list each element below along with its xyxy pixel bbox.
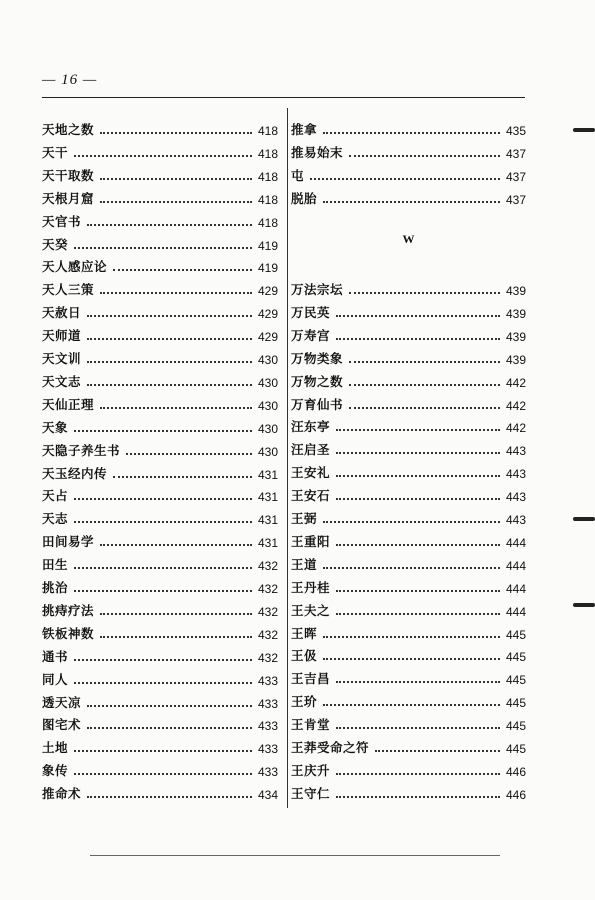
index-entry	[42, 139, 278, 161]
entry-page-number: 418	[257, 124, 278, 138]
dot-leader	[74, 498, 252, 500]
entry-term: 田生	[42, 557, 69, 573]
dot-leader	[87, 315, 252, 317]
entry-term: 王重阳	[291, 533, 331, 549]
index-entry	[291, 642, 526, 664]
index-entry	[291, 368, 526, 390]
dot-leader	[74, 750, 252, 752]
dot-leader	[100, 407, 252, 409]
entry-page-number: 419	[257, 261, 278, 276]
dot-leader	[74, 682, 252, 684]
entry-page-number: 445	[505, 742, 526, 756]
entry-term: 天干	[42, 144, 69, 160]
dot-leader	[100, 544, 252, 546]
index-entry	[42, 551, 278, 573]
entry-term: 王道	[291, 556, 318, 572]
index-entry	[291, 620, 526, 642]
entry-page-number: 443	[505, 467, 526, 482]
dot-leader	[100, 292, 252, 294]
dot-leader	[310, 178, 500, 180]
dot-leader	[100, 201, 252, 203]
entry-term: 天干取数	[42, 167, 95, 183]
entry-page-number: 444	[505, 558, 526, 573]
entry-page-number: 429	[257, 307, 278, 322]
index-entry	[291, 345, 526, 367]
dot-leader	[87, 727, 252, 729]
index-entry	[291, 711, 526, 733]
index-entry	[42, 780, 278, 802]
index-entry	[42, 368, 278, 390]
index-entry	[291, 574, 526, 596]
dot-leader	[349, 384, 500, 386]
entry-term: 天文志	[42, 373, 82, 389]
entry-term: 天文训	[42, 351, 82, 366]
index-entry	[42, 231, 278, 253]
entry-page-number: 439	[505, 352, 526, 367]
index-entry	[42, 162, 278, 184]
index-entry	[42, 505, 278, 527]
dot-leader	[336, 727, 500, 729]
entry-page-number: 437	[505, 192, 526, 207]
index-entry	[291, 276, 526, 298]
index-entry	[42, 437, 278, 459]
entry-term: 天赦日	[42, 305, 82, 321]
entry-page-number: 432	[257, 604, 278, 619]
dot-leader	[336, 452, 500, 454]
index-entry	[42, 299, 278, 321]
entry-term: 天仙正理	[42, 396, 95, 412]
index-entry	[42, 185, 278, 207]
entry-page-number: 445	[505, 673, 526, 688]
dot-leader	[336, 338, 500, 340]
entry-page-number: 442	[505, 375, 526, 390]
dot-leader	[336, 498, 500, 500]
dot-leader	[87, 384, 252, 386]
entry-term: 挑治	[42, 580, 69, 595]
section-letter: W	[402, 232, 415, 246]
entry-term: 王晖	[291, 625, 318, 641]
entry-page-number: 431	[257, 467, 278, 482]
entry-page-number: 432	[257, 627, 278, 642]
entry-term: 王莽受命之符	[291, 740, 370, 755]
entry-page-number: 419	[257, 238, 278, 253]
entry-term: 推命术	[42, 786, 82, 802]
index-entry	[42, 414, 278, 436]
entry-term: 推易始末	[291, 144, 344, 160]
index-entry	[291, 391, 526, 413]
entry-term: 天地之数	[42, 122, 95, 137]
entry-page-number: 446	[505, 764, 526, 779]
entry-page-number: 433	[257, 673, 278, 688]
index-entry	[291, 436, 526, 458]
entry-term: 天人三策	[42, 282, 95, 298]
entry-term: 万物类象	[291, 350, 344, 366]
index-entry	[291, 185, 526, 207]
entry-term: 王守仁	[291, 785, 331, 801]
index-entry	[291, 413, 526, 435]
dot-leader	[113, 269, 252, 271]
entry-term: 天师道	[42, 328, 82, 344]
entry-page-number: 418	[257, 215, 278, 230]
index-entry	[42, 666, 278, 688]
entry-term: 图宅术	[42, 717, 82, 733]
entry-term: 王夫之	[291, 602, 331, 618]
dot-leader	[336, 773, 500, 775]
dot-leader	[349, 155, 500, 157]
index-entry	[291, 299, 526, 321]
entry-page-number: 445	[505, 719, 526, 734]
index-entry	[42, 711, 278, 733]
dot-leader	[87, 705, 252, 707]
dot-leader	[74, 430, 252, 432]
entry-term: 王弼	[291, 511, 318, 526]
entry-page-number: 445	[505, 650, 526, 665]
entry-term: 汪启圣	[291, 442, 331, 458]
dot-leader	[336, 475, 500, 477]
entry-page-number: 443	[505, 444, 526, 459]
index-entry	[42, 253, 278, 275]
dot-leader	[323, 658, 500, 660]
edge-mark	[573, 517, 595, 521]
entry-page-number: 442	[505, 421, 526, 436]
page-number: — 16 —	[42, 72, 98, 88]
entry-page-number: 444	[505, 604, 526, 619]
index-entry	[291, 322, 526, 344]
index-entry	[291, 665, 526, 687]
entry-page-number: 442	[505, 398, 526, 413]
dot-leader	[336, 315, 500, 317]
dot-leader	[375, 750, 500, 752]
entry-term: 天隐子养生书	[42, 442, 121, 458]
entry-term: 同人	[42, 671, 69, 687]
entry-page-number: 434	[257, 788, 278, 803]
entry-page-number: 444	[505, 535, 526, 550]
entry-page-number: 445	[505, 627, 526, 642]
dot-leader	[336, 590, 500, 592]
entry-term: 王玠	[291, 694, 318, 710]
entry-page-number: 446	[505, 787, 526, 802]
entry-term: 铁板神数	[42, 625, 95, 641]
header-rule	[42, 97, 525, 98]
entry-page-number: 431	[257, 490, 278, 505]
index-entry	[42, 734, 278, 756]
index-entry	[291, 734, 526, 756]
dot-leader	[323, 521, 500, 523]
entry-term: 王伋	[291, 648, 318, 664]
index-entry	[42, 322, 278, 344]
dot-leader	[323, 201, 500, 203]
dot-leader	[100, 613, 252, 615]
entry-page-number: 431	[257, 513, 278, 528]
dot-leader	[336, 613, 500, 615]
dot-leader	[74, 247, 252, 249]
entry-term: 天玉经内传	[42, 465, 108, 481]
entry-page-number: 443	[505, 490, 526, 505]
dot-leader	[336, 544, 500, 546]
dot-leader	[74, 773, 252, 775]
entry-page-number: 444	[505, 581, 526, 596]
entry-page-number: 437	[505, 146, 526, 161]
index-entry	[42, 757, 278, 779]
footer-rule	[90, 855, 500, 856]
index-entry	[42, 574, 278, 596]
entry-term: 天象	[42, 419, 69, 435]
entry-page-number: 435	[505, 124, 526, 138]
entry-term: 天占	[42, 488, 69, 504]
entry-page-number: 437	[505, 169, 526, 184]
dot-leader	[74, 155, 252, 157]
index-entry	[291, 505, 526, 527]
entry-page-number: 432	[257, 559, 278, 574]
entry-page-number: 429	[257, 284, 278, 299]
entry-page-number: 430	[257, 421, 278, 436]
entry-page-number: 418	[257, 146, 278, 161]
index-entry	[291, 482, 526, 504]
index-entry	[42, 208, 278, 230]
entry-page-number: 432	[257, 582, 278, 596]
entry-term: 万物之数	[291, 373, 344, 389]
entry-term: 天官书	[42, 213, 82, 229]
entry-term: 通书	[42, 648, 69, 664]
entry-term: 王庆升	[291, 762, 331, 778]
entry-page-number: 433	[257, 742, 278, 757]
dot-leader	[74, 659, 252, 661]
dot-leader	[323, 132, 500, 134]
dot-leader	[100, 178, 252, 180]
dot-leader	[87, 361, 252, 363]
entry-term: 屯	[291, 167, 305, 183]
dot-leader	[323, 636, 500, 638]
dot-leader	[87, 224, 252, 226]
entry-page-number: 430	[257, 353, 278, 367]
index-entry	[42, 460, 278, 482]
dot-leader	[349, 407, 500, 409]
entry-term: 天人感应论	[42, 259, 108, 275]
entry-term: 天志	[42, 511, 69, 527]
entry-term: 汪东亭	[291, 419, 331, 435]
index-entry	[291, 116, 526, 138]
entry-term: 天根月窟	[42, 190, 95, 206]
index-entry	[291, 459, 526, 481]
index-entry	[291, 162, 526, 184]
column-divider	[287, 108, 288, 808]
entry-term: 王肯堂	[291, 717, 331, 733]
entry-page-number: 418	[257, 169, 278, 184]
dot-leader	[74, 521, 252, 523]
entry-term: 推拿	[291, 122, 318, 137]
entry-term: 王丹桂	[291, 579, 331, 595]
dot-leader	[336, 681, 500, 683]
dot-leader	[323, 567, 500, 569]
index-entry	[291, 597, 526, 619]
index-entry	[42, 597, 278, 619]
entry-page-number: 439	[505, 329, 526, 344]
index-entry	[42, 276, 278, 298]
entry-term: 万民英	[291, 304, 331, 320]
dot-leader	[100, 132, 252, 134]
index-entry	[291, 528, 526, 550]
dot-leader	[323, 704, 500, 706]
entry-page-number: 430	[257, 398, 278, 413]
entry-page-number: 433	[257, 696, 278, 711]
index-entry	[42, 528, 278, 550]
dot-leader	[87, 796, 252, 798]
dot-leader	[74, 567, 252, 569]
dot-leader	[74, 590, 252, 592]
index-entry	[42, 620, 278, 642]
index-entry	[42, 116, 278, 138]
entry-page-number: 430	[257, 375, 278, 390]
index-entry	[42, 391, 278, 413]
index-entry	[42, 345, 278, 367]
entry-term: 王安礼	[291, 465, 331, 481]
index-entry	[291, 757, 526, 779]
dot-leader	[113, 476, 252, 478]
entry-term: 万法宗坛	[291, 282, 344, 297]
entry-term: 透天凉	[42, 694, 82, 710]
entry-page-number: 418	[257, 192, 278, 207]
index-entry	[291, 780, 526, 802]
entry-page-number: 439	[505, 306, 526, 321]
entry-term: 脱胎	[291, 190, 318, 206]
index-entry	[291, 139, 526, 161]
entry-page-number: 433	[257, 719, 278, 734]
dot-leader	[336, 796, 500, 798]
dot-leader	[87, 338, 252, 340]
entry-term: 王吉昌	[291, 671, 331, 687]
entry-page-number: 443	[505, 513, 526, 527]
entry-page-number: 439	[505, 284, 526, 298]
entry-term: 象传	[42, 763, 69, 779]
entry-page-number: 432	[257, 650, 278, 665]
index-entry	[291, 551, 526, 573]
index-entry	[291, 688, 526, 710]
dot-leader	[126, 453, 252, 455]
edge-mark	[573, 128, 595, 132]
entry-term: 挑痔疗法	[42, 602, 95, 618]
entry-term: 万寿宫	[291, 327, 331, 343]
entry-page-number: 429	[257, 330, 278, 345]
entry-term: 土地	[42, 740, 69, 756]
entry-page-number: 445	[505, 696, 526, 711]
dot-leader	[349, 361, 500, 363]
dot-leader	[336, 429, 500, 431]
index-entry	[42, 482, 278, 504]
index-entry	[42, 689, 278, 711]
entry-page-number: 433	[257, 765, 278, 780]
entry-page-number: 431	[257, 536, 278, 551]
index-entry	[42, 643, 278, 665]
dot-leader	[349, 292, 500, 294]
entry-term: 天癸	[42, 236, 69, 252]
entry-term: 王安石	[291, 488, 331, 504]
edge-mark	[573, 603, 595, 607]
entry-term: 田间易学	[42, 534, 95, 550]
entry-page-number: 430	[257, 444, 278, 459]
entry-term: 万育仙书	[291, 396, 344, 412]
dot-leader	[100, 636, 252, 638]
